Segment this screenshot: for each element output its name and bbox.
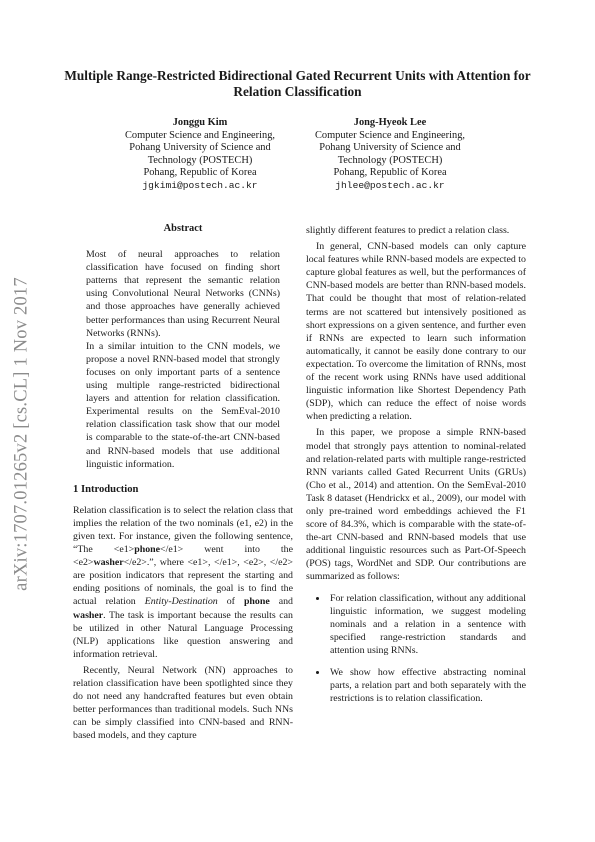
intro-paragraph: Recently, Neural Network (NN) approaches to relation classification have been spotlighted since they do not need any handcrafted features but even obtain better performances than traditional models. Such NNs can be simply classified into CNN-based and RNN-based models, and they capture — [73, 664, 293, 742]
author-location: Pohang, Republic of Korea — [143, 167, 257, 179]
bold-term: phone — [134, 544, 161, 556]
author-email[interactable]: jhlee@postech.ac.kr — [335, 179, 445, 191]
author-email[interactable]: jgkimi@postech.ac.kr — [142, 179, 258, 191]
author-univ: Pohang University of Science and — [319, 142, 461, 154]
abstract-paragraph: In a similar intuition to the CNN models, we propose a novel RNN-based model that strongly focuses on only important parts of a sentence using multiple range-restricted bidirectional layers and attention for relation classification. Experimental results on the SemEval-2010 relation classification task show that our model is comparable to the state-of-the-art CNN-based and RNN-based models that use additional linguistic information. — [86, 340, 280, 470]
author-name: Jong-Hyeok Lee — [353, 117, 427, 128]
intro-paragraph: slightly different features to predict a relation class. — [306, 225, 510, 236]
text-run: </e2>.”, where <e1>, </e1>, <e2>, </e2> are position indicators that represent the starting and ending positions of nominals, the goal is to find the actual relation — [73, 557, 293, 608]
author-name: Jonggu Kim — [172, 117, 228, 128]
author-dept: Computer Science and Engineering, — [124, 129, 276, 141]
abstract-body — [73, 248, 293, 471]
bold-term: washer — [93, 557, 124, 569]
bold-term: washer — [73, 609, 104, 621]
contribution-list — [306, 592, 526, 706]
abstract-paragraph: Most of neural approaches to relation classification have focused on finding short patterns that represent the semantic relation using Convolutional Neural Networks (CNNs) and those approaches have generally achieved better performances than using Recurrent Neural Networks (RNNs). — [86, 249, 280, 339]
intro-paragraph: In this paper, we propose a simple RNN-based model that strongly pays attention to nominal-related and relation-related parts with multiple range-restricted RNN variants called Gated Recurrent Units (GRUs) (Cho et al., 2014) and attention. On the SemEval-2010 Task 8 dataset (Hendrickx et al., 2009), our model with only pre-trained word embeddings achieved the F1 score of 84.3%, which is comparable with the state-of-the-art CNN-based and RNN-based models that use additional linguistic resources such as Part-Of-Speech (POS) tags, WordNet and SDP. Our contributions are summarized as follows: — [306, 427, 526, 583]
right-column — [306, 224, 526, 714]
author-block-2 — [290, 117, 490, 193]
arxiv-stamp-text: arXiv:1707.01265v2 [cs.CL] 1 Nov 2017 — [11, 277, 32, 591]
left-column — [73, 222, 293, 742]
intro-paragraph: In general, CNN-based models can only capture local features while RNN-based models are expected to capture global features as well, but the performances of CNN-based models are better than RNN-based models. That could be thought that most of relation-related terms are not scattered but intensively positioned as short expressions on a given sentence, and further even if RNNs are expected to learn such information automatically, it cannot be easily done contrary to our expectation. To overcome the limitation of RNNs, most of the recent work using RNNs have used additional linguistic information like Shortest Dependency Path (SDP), which can reduce the effect of noise words when predicting a relation. — [306, 241, 526, 423]
author-tech: Technology (POSTECH) — [147, 154, 253, 166]
abstract-heading: Abstract — [163, 223, 203, 234]
intro-paragraph — [73, 504, 293, 661]
list-item: • We show how effective abstracting nominal parts, a relation part and both separately with the restrictions is to relation classification. — [328, 666, 526, 705]
author-location: Pohang, Republic of Korea — [333, 167, 447, 179]
text-run: Relation classification is to select the relation class that implies the relation of the two nominals (e1, e2) in the given text. For instance, given the following sentence, “The <e1> — [73, 504, 293, 556]
list-item: • For relation classification, without any additional linguistic information, we suggest modeling nominals and a relation in a sentence with specified range-restriction standards and attention using RNNs. — [328, 592, 526, 657]
author-tech: Technology (POSTECH) — [337, 154, 443, 166]
text-run: of — [217, 596, 244, 608]
text-run: </e1> went into the <e2> — [73, 544, 293, 569]
arxiv-stamp — [7, 264, 37, 604]
italic-term: Entity-Destination — [144, 596, 218, 608]
author-block-1 — [100, 117, 300, 193]
section-heading: 1 Introduction — [73, 483, 139, 495]
author-dept: Computer Science and Engineering, — [314, 129, 466, 141]
bold-term: phone — [243, 596, 270, 608]
paper-title: Multiple Range-Restricted Bidirectional Gated Recurrent Units with Attention for Relation Classification — [64, 68, 531, 99]
text-run: and — [269, 596, 293, 608]
author-univ: Pohang University of Science and — [129, 142, 271, 154]
text-run: . The task is important because the results can be utilized in other Natural Language Processing (NLP) applications like question answering and information retrieval. — [73, 609, 293, 660]
